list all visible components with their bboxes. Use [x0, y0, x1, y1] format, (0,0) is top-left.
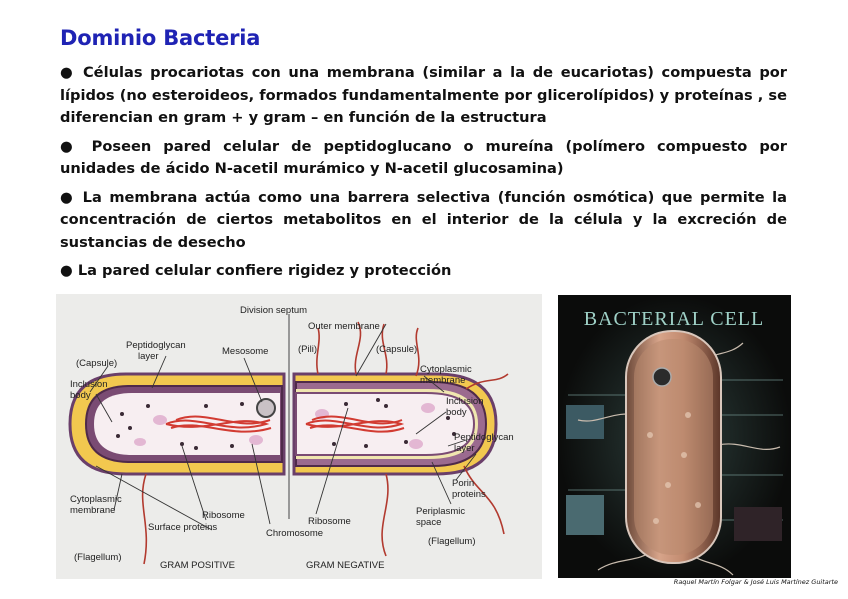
label-flagellum-right: (Flagellum): [428, 536, 476, 547]
label-cytoplasmic-membrane-left: Cytoplasmic membrane: [70, 494, 122, 516]
label-chromosome: Chromosome: [266, 528, 324, 539]
label-gram-negative: GRAM NEGATIVE: [306, 560, 385, 571]
label-surface-proteins: Surface proteins: [148, 522, 218, 533]
inclusion-sphere: [653, 368, 671, 386]
label-periplasmic-space: Periplasmic space: [416, 506, 466, 528]
bullet-item: ● Poseen pared celular de peptidoglucano o mureína (polímero compuesto por unidades de ácido N-acetil murámico y N-acetil glucosamina): [60, 137, 787, 177]
gram-diagram: [56, 294, 542, 579]
bacterial-cell-illustration: [558, 295, 791, 578]
slide-title: Dominio Bacteria: [60, 26, 261, 50]
bacterial-cell-title: BACTERIAL CELL: [583, 308, 765, 330]
label-ribosome-left: Ribosome: [202, 510, 245, 521]
bullet-item: ● La pared celular confiere rigidez y protección: [60, 262, 452, 279]
bullet-list: [60, 62, 787, 289]
bullet-item: ● La membrana actúa como una barrera selectiva (función osmótica) que permite la concentración de ciertos metabolitos en el interior de la célula y la excreción de sustancias de desecho: [60, 188, 787, 251]
label-inclusion-body-left: Inclusion body: [70, 379, 108, 401]
label-peptidoglycan-layer-top: Peptidoglycan layer: [126, 340, 186, 362]
label-cytoplasmic-membrane-right: Cytoplasmic membrane: [420, 364, 472, 386]
credit-line: Raquel Martín Folgar & José Luis Martínez Guitarte: [673, 578, 838, 586]
label-peptidoglycan-layer-right: Peptidoglycan layer: [454, 432, 514, 454]
cell-wall-detail-panel: [566, 405, 604, 439]
label-inclusion-body-right: Inclusion body: [446, 396, 484, 418]
bullet-item: ● Células procariotas con una membrana (similar a la de eucariotas) compuesta por lípidos (no esteroideos, formados fundamentalmente por glicerolípidos) y proteínas , se diferencian en gram + y gram – en función de la estructura: [60, 64, 787, 126]
info-panel: [734, 507, 782, 541]
label-division-septum: Division septum: [240, 305, 308, 316]
label-outer-membrane: Outer membrane: [308, 321, 380, 332]
label-ribosome-right: Ribosome: [308, 516, 351, 527]
label-capsule-left: (Capsule): [76, 358, 118, 369]
label-flagellum-left: (Flagellum): [74, 552, 122, 563]
cell-wall-detail-panel-2: [566, 495, 604, 535]
label-capsule-right: (Capsule): [376, 344, 418, 355]
label-porin-proteins: Porin proteins: [452, 478, 486, 500]
label-gram-positive: GRAM POSITIVE: [160, 560, 235, 571]
label-pili: (Pili): [298, 344, 317, 355]
label-mesosome: Mesosome: [222, 346, 269, 357]
gram-negative-cell: [294, 374, 496, 474]
